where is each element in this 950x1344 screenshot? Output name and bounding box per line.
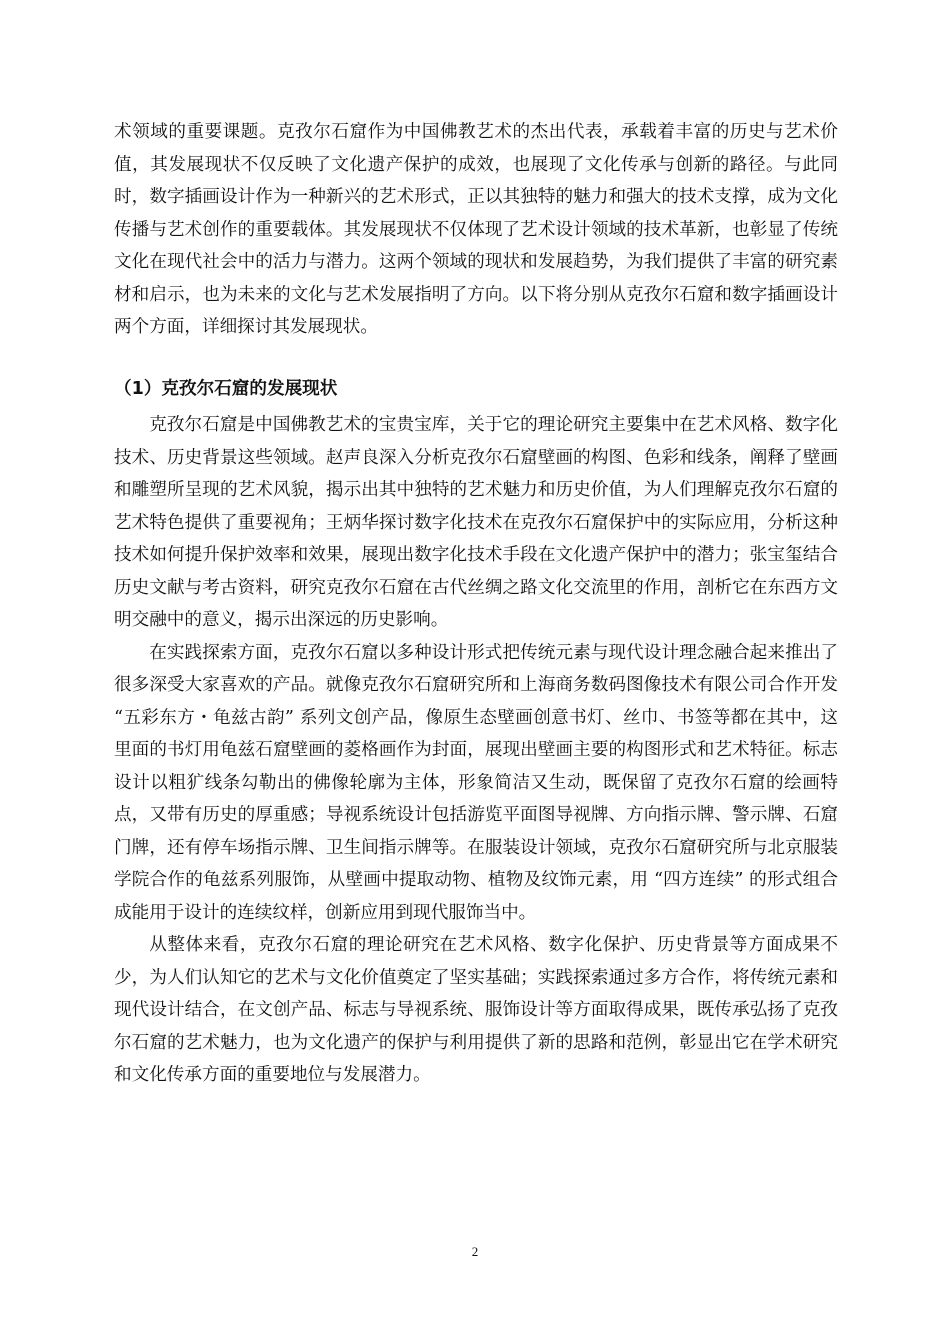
body-paragraph-1: 克孜尔石窟是中国佛教艺术的宝贵宝库，关于它的理论研究主要集中在艺术风格、数字化技术、历史背景这些领域。赵声良深入分析克孜尔石窟壁画的构图、色彩和线条，阐释了壁画和雕塑所呈现的艺术风貌，揭示出其中独特的艺术魅力和历史价值，为人们理解克孜尔石窟的艺术特色提供了重要视角；王炳华探讨数字化技术在克孜尔石窟保护中的实际应用，分析这种技术如何提升保护效率和效果，展现出数字化技术手段在文化遗产保护中的潜力；张宝玺结合历史文献与考古资料，研究克孜尔石窟在古代丝绸之路文化交流里的作用，剖析它在东西方文明交融中的意义，揭示出深远的历史影响。 <box>114 415 838 630</box>
intro-paragraph: 术领域的重要课题。克孜尔石窟作为中国佛教艺术的杰出代表，承载着丰富的历史与艺术价值，其发展现状不仅反映了文化遗产保护的成效，也展现了文化传承与创新的路径。与此同时，数字插画设计作为一种新兴的艺术形式，正以其独特的魅力和强大的技术支撑，成为文化传播与艺术创作的重要载体。其发展现状不仅体现了艺术设计领域的技术革新，也彰显了传统文化在现代社会中的活力与潜力。这两个领域的现状和发展趋势，为我们提供了丰富的研究素材和启示，也为未来的文化与艺术发展指明了方向。以下将分别从克孜尔石窟和数字插画设计两个方面，详细探讨其发展现状。 <box>114 122 838 337</box>
document-body <box>114 116 838 1092</box>
page-number: 2 <box>471 1244 479 1259</box>
body-paragraph-3: 从整体来看，克孜尔石窟的理论研究在艺术风格、数字化保护、历史背景等方面成果不少，为人们认知它的艺术与文化价值奠定了坚实基础；实践探索通过多方合作，将传统元素和现代设计结合，在文创产品、标志与导视系统、服饰设计等方面取得成果，既传承弘扬了克孜尔石窟的艺术魅力，也为文化遗产的保护与利用提供了新的思路和范例，彰显出它在学术研究和文化传承方面的重要地位与发展潜力。 <box>114 935 838 1085</box>
body-paragraph-2: 在实践探索方面，克孜尔石窟以多种设计形式把传统元素与现代设计理念融合起来推出了很多深受大家喜欢的产品。就像克孜尔石窟研究所和上海商务数码图像技术有限公司合作开发 “五彩东方・龟兹古韵” 系列文创产品，像原生态壁画创意书灯、丝巾、书签等都在其中，这里面的书灯用龟兹石窟壁画的菱格画作为封面，展现出壁画主要的构图形式和艺术特征。标志设计以粗犷线条勾勒出的佛像轮廓为主体，形象简洁又生动，既保留了克孜尔石窟的绘画特点，又带有历史的厚重感；导视系统设计包括游览平面图导视牌、方向指示牌、警示牌、石窟门牌，还有停车场指示牌、卫生间指示牌等。在服装设计领域，克孜尔石窟研究所与北京服装学院合作的龟兹系列服饰，从壁画中提取动物、植物及纹饰元素，用 “四方连续” 的形式组合成能用于设计的连续纹样，创新应用到现代服饰当中。 <box>114 642 838 923</box>
section-heading: （1）克孜尔石窟的发展现状 <box>114 378 338 399</box>
